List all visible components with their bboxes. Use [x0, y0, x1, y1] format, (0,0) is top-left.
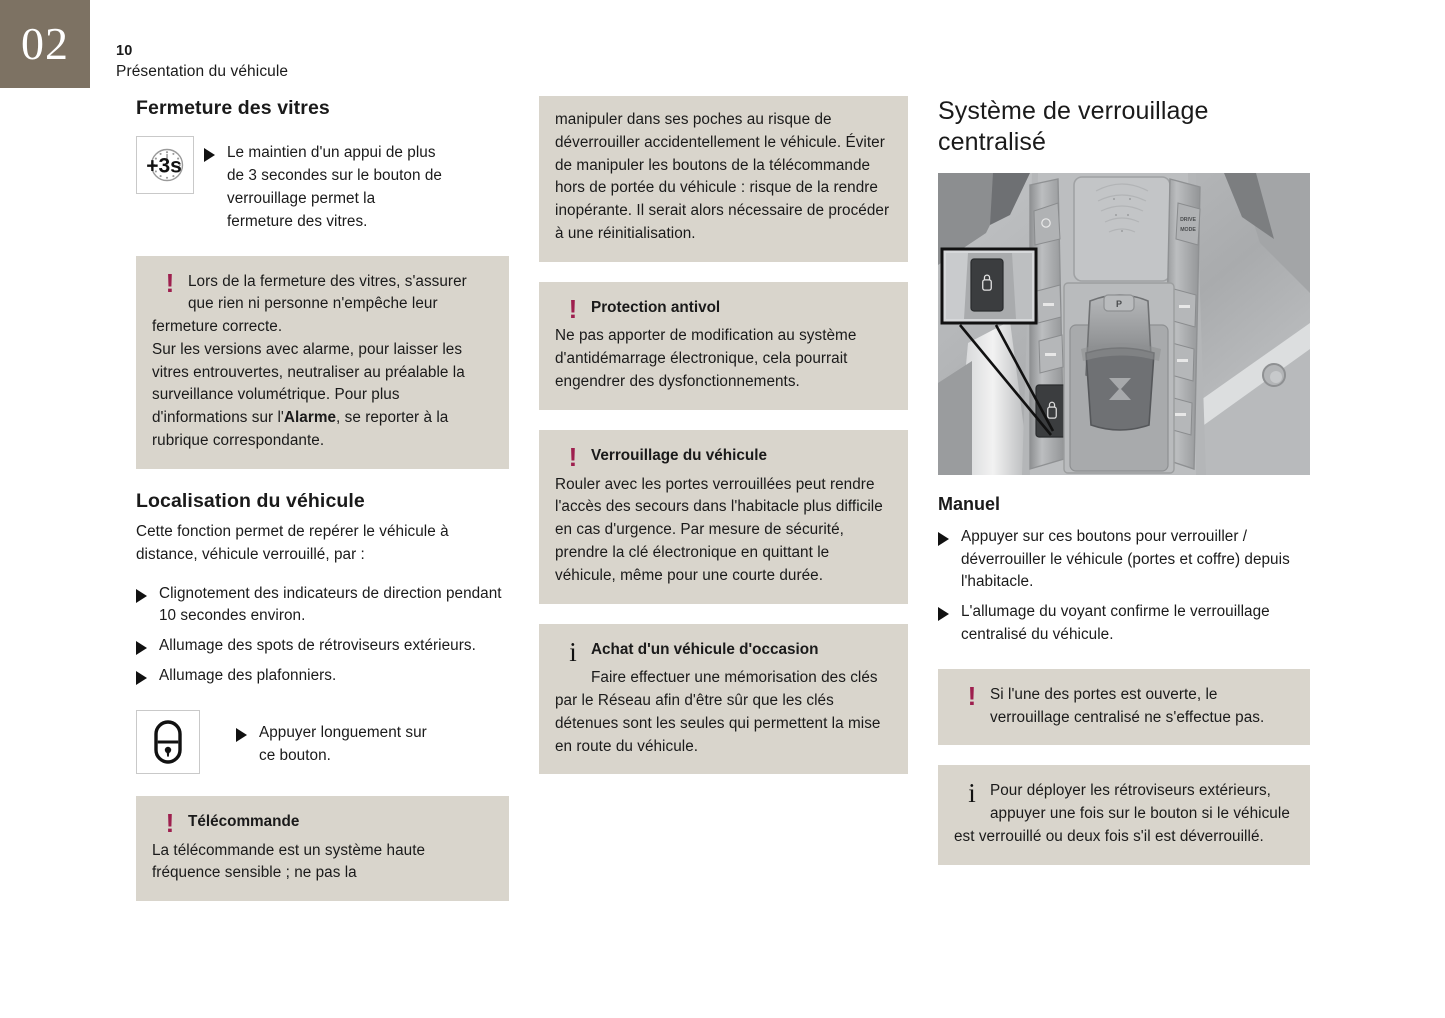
note-retroviseurs	[938, 765, 1310, 864]
subsection-title-manuel: Manuel	[938, 493, 1001, 514]
note-title-verrouillage-vehicule: Verrouillage du véhicule	[591, 446, 767, 464]
page-number: 10	[116, 43, 133, 59]
warning-exclamation-icon: !	[165, 807, 175, 838]
note-protection-antivol	[539, 282, 908, 410]
warning-exclamation-icon: !	[568, 441, 578, 472]
list-item	[938, 526, 1310, 594]
lock-bullet	[210, 710, 444, 768]
bullet-triangle-icon	[938, 532, 949, 546]
note-title-achat-occasion: Achat d'un véhicule d'occasion	[591, 640, 819, 658]
list-item	[136, 583, 509, 629]
page-section-title: Présentation du véhicule	[116, 62, 289, 80]
note-portes-ouvertes	[938, 669, 1310, 746]
chapter-tab	[0, 0, 90, 88]
svg-text:MODE: MODE	[1180, 226, 1196, 233]
bullet-text: Le maintien d'un appui de plus de 3 secondes sur le bouton de verrouillage permet la fermeture des vitres.	[227, 144, 442, 230]
list-item-label: L'allumage du voyant confirme le verrouillage centralisé du véhicule.	[961, 603, 1270, 644]
svg-text:DRIVE: DRIVE	[1180, 216, 1196, 223]
plus-3-seconds-clock-icon	[136, 136, 194, 194]
warning-exclamation-icon: !	[967, 680, 977, 711]
section-title-localisation: Localisation du véhicule	[136, 489, 365, 512]
note-body-protection-antivol: Ne pas apporter de modification au système d'antidémarrage électronique, cela pourrait engendrer des dysfonctionnements.	[555, 327, 857, 391]
bullet-triangle-icon	[136, 671, 147, 685]
bullet-triangle-icon	[204, 148, 215, 162]
note-body-1-part1: Lors de la fermeture des vitres, s'assurer que rien ni personne n'empêche leur fermeture correcte.	[152, 272, 467, 336]
note-body-portes-ouvertes: Si l'une des portes est ouverte, le verrouillage centralisé ne s'effectue pas.	[990, 685, 1265, 726]
note-body-verrouillage-vehicule: Rouler avec les portes verrouillées peut rendre l'accès des secours dans l'habitacle plus difficile en cas d'urgence. Par mesure de sécurité, prendre la clé électronique en quittant le véhicule, même pour une courte durée.	[555, 475, 883, 584]
bullet-text: Appuyer longuement sur ce bouton.	[259, 723, 427, 764]
page-header	[116, 42, 288, 82]
note-title-telecommande: Télécommande	[188, 812, 300, 830]
note-achat-occasion	[539, 624, 908, 775]
note-verrouillage-vehicule	[539, 430, 908, 604]
column-left	[136, 96, 509, 901]
warning-exclamation-icon: !	[165, 267, 175, 298]
bullet-triangle-icon	[136, 641, 147, 655]
localisation-intro: Cette fonction permet de repérer le véhicule à distance, véhicule verrouillé, par :	[136, 523, 449, 563]
note-body-1-part3post: , se reporter à la rubrique correspondante.	[152, 409, 449, 449]
icon-row-plus3s	[136, 136, 509, 233]
list-item-label: Allumage des plafonniers.	[159, 667, 337, 685]
note-body-1-part2: Sur les versions avec alarme, pour laisser les vitres entrouvertes, neutraliser au préalable la surveillance volumétrique.	[152, 340, 465, 404]
note-telecommande-continued	[539, 96, 908, 262]
note-body-telecommande-continued: manipuler dans ses poches au risque de déverrouiller accidentellement le véhicule. Éviter de manipuler les boutons de la télécommande hors de portée du véhicule : risque de la rendre inopérante. Il serait alors nécessaire de procéder à une réinitialisation.	[555, 111, 890, 242]
svg-text:+3s: +3s	[146, 154, 182, 178]
lock-button-icon	[136, 710, 200, 774]
section-title-systeme-verrouillage-centralise: Système de verrouillage centralisé	[938, 97, 1209, 157]
note-title-protection-antivol: Protection antivol	[591, 298, 721, 316]
note-body-achat-occasion: Faire effectuer une mémorisation des clés par le Réseau afin d'être sûr que les clés détenues sont les seules qui permettent la mise en route du véhicule.	[555, 669, 881, 755]
svg-text:P: P	[1115, 298, 1123, 309]
info-icon: i	[569, 636, 577, 667]
bullet-triangle-icon	[136, 589, 147, 603]
list-item	[136, 665, 509, 688]
note-body-telecommande: La télécommande est un système haute fréquence sensible ; ne pas la	[152, 841, 426, 882]
list-item-label: Clignotement des indicateurs de direction pendant 10 secondes environ.	[159, 584, 502, 625]
note-fermeture-vitres	[136, 256, 509, 469]
bullet-triangle-icon	[236, 728, 247, 742]
list-item	[136, 635, 509, 658]
column-middle	[539, 96, 908, 774]
icon-row-lock-button	[136, 710, 509, 774]
section-title-fermeture-des-vitres: Fermeture des vitres	[136, 97, 330, 119]
chapter-number: 02	[21, 18, 69, 69]
list-item-label: Appuyer sur ces boutons pour verrouiller / déverrouiller le véhicule (portes et coffre) depuis l'habitacle.	[961, 527, 1290, 591]
center-console-photo	[938, 173, 1310, 475]
info-icon: i	[968, 778, 976, 809]
note-body-retroviseurs: Pour déployer les rétroviseurs extérieurs, appuyer une fois sur le bouton si le véhicule est verrouillé ou deux fois s'il est déverrouillé.	[954, 782, 1290, 845]
note-body-1	[152, 267, 491, 453]
list-item-label: Allumage des spots de rétroviseurs extérieurs.	[159, 637, 476, 655]
bullet-triangle-icon	[938, 607, 949, 621]
note-body-1-alarme-bold: Alarme	[283, 409, 337, 427]
list-item	[938, 601, 1310, 647]
note-telecommande	[136, 796, 509, 901]
plus3s-bullet	[204, 136, 442, 233]
note-body-1-part3pre: Pour plus d'informations sur l'	[152, 386, 400, 427]
column-right	[938, 96, 1310, 865]
warning-exclamation-icon: !	[568, 293, 578, 324]
